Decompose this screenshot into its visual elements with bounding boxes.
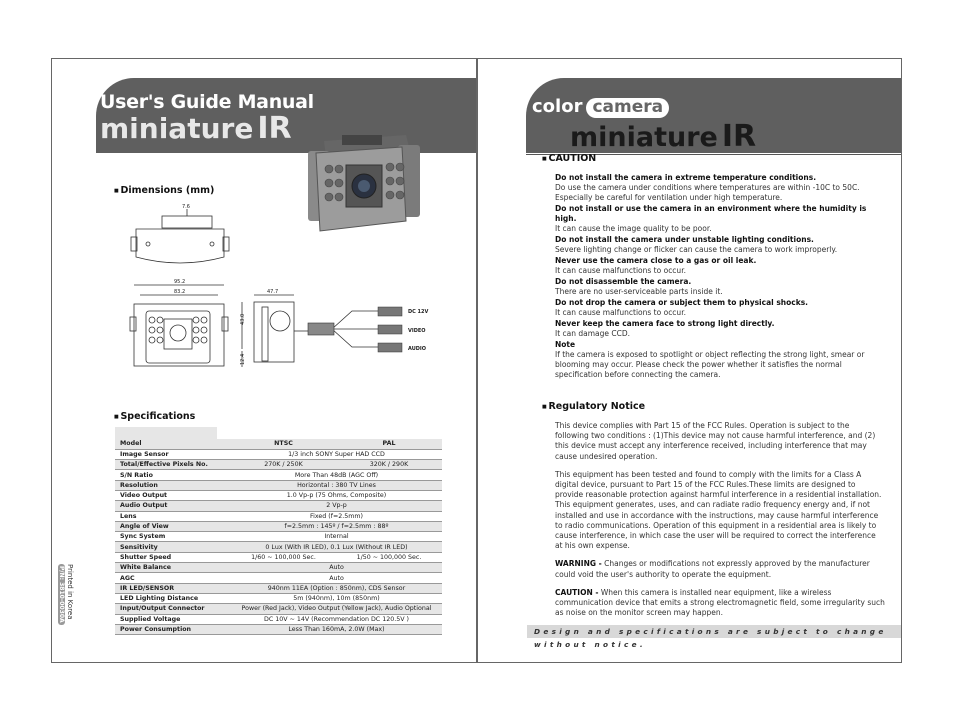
regulatory-notice	[555, 421, 885, 626]
spec-row: Image Sensor 1/3 inch SONY Super HAD CCD	[115, 449, 442, 459]
svg-text:7.6: 7.6	[182, 204, 190, 210]
specifications-table	[115, 439, 442, 635]
caution-title: ■ CAUTION	[542, 153, 596, 164]
caution-item: Never use the camera close to a gas or oil leak. It can cause malfunctions to occur.	[555, 256, 757, 275]
spec-row: Angle of View f=2.5mm : 145º / f=2.5mm : 88º	[115, 521, 442, 531]
spec-row: Sensitivity 0 Lux (With IR LED), 0.1 Lux (Without IR LED)	[115, 542, 442, 552]
svg-text:43.0: 43.0	[240, 313, 246, 325]
svg-text:VIDEO: VIDEO	[408, 328, 426, 334]
caution-item: Do not install or use the camera in an environment where the humidity is high. It can cause the image quality to be poor.	[555, 204, 867, 233]
specifications-title: ■ Specifications	[114, 411, 195, 422]
svg-text:12.4: 12.4	[240, 353, 246, 365]
caution-item: Do not drop the camera or subject them to physical shocks. It can cause malfunctions to occur.	[555, 298, 809, 317]
spec-row: White Balance Auto	[115, 563, 442, 573]
spec-row: AGC Auto	[115, 573, 442, 583]
spec-row: Power Consumption Less Than 160mA, 2.0W (Max)	[115, 624, 442, 634]
spec-row: Lens Fixed (f=2.5mm)	[115, 511, 442, 521]
svg-text:47.7: 47.7	[267, 289, 279, 295]
spec-row: Resolution Horizontal : 380 TV Lines	[115, 480, 442, 490]
spec-row: Audio Output 2 Vp-p	[115, 501, 442, 511]
spec-row: LED Lighting Distance 5m (940nm), 10m (850nm)	[115, 593, 442, 603]
camera-pill: camera	[586, 98, 669, 118]
svg-text:83.2: 83.2	[174, 289, 186, 295]
color-camera-title: color camera	[532, 96, 669, 118]
spec-row: Total/Effective Pixels No. 270K / 250K 320K / 290K	[115, 460, 442, 470]
svg-text:AUDIO: AUDIO	[408, 346, 427, 352]
svg-text:DC 12V: DC 12V	[408, 309, 429, 315]
reg-paragraph-2: This equipment has been tested and found to comply with the limits for a Class A digital device, pursuant to Part 15 of the FCC Rules.These limits are designed to provide reasonable protection against harmful interference in a residential installation. This equipment generates, uses, and can radiate radio frequency energy and, if not installed and use in accordance with the instructions, may cause harmful interference to radio communications. Operation of this equipment in a residential area is likely to cause interference, in which case the user will be required to correct the interference at his own expense.	[555, 469, 882, 551]
spec-row: IR LED/SENSOR 940nm 11EA (Option : 850nm), CDS Sensor	[115, 583, 442, 593]
dimensions-title: ■ Dimensions (mm)	[114, 185, 214, 196]
caution-list	[555, 173, 885, 381]
reg-paragraph-1: This device complies with Part 15 of the FCC Rules. Operation is subject to the following two conditions : (1)This device may not cause harmful interference, and (2) this device must accept any interference received, including interference that may cause undesired operation.	[555, 421, 876, 461]
part-number: P/N: 3810-0030A	[58, 566, 65, 623]
print-info	[58, 564, 76, 644]
caution-item: Do not disassemble the camera. There are no user-serviceable parts inside it.	[555, 277, 723, 296]
caution-item: Do not install the camera in extreme temperature conditions. Do use the camera under conditions where temperatures are within -10C to 50C. Especially be careful for ventilation under high temperature.	[555, 173, 860, 202]
caution-item: Note If the camera is exposed to spotlight or object reflecting the strong light, smear or blooming may occur. Please check the power whether it satisfies the normal specification before connecting the camera.	[555, 340, 865, 379]
spec-row: S/N Ratio More Than 48dB (AGC Off)	[115, 470, 442, 480]
caution-item: Never keep the camera face to strong light directly. It can damage CCD.	[555, 319, 775, 338]
printed-in-korea: Printed in Korea	[66, 564, 74, 620]
spec-row: Sync System Internal	[115, 532, 442, 542]
spec-header-row: Model NTSC PAL	[115, 439, 442, 449]
caution-paragraph: CAUTION - When this camera is installed near equipment, like a wireless communication device that emits a strong electromagnetic field, some irregularity such as noise on the monitor screen may happen.	[555, 587, 885, 618]
left-page	[51, 58, 477, 663]
right-page	[477, 58, 902, 663]
spec-row: Input/Output Connector Power (Red Jack), Video Output (Yellow Jack), Audio Optional	[115, 604, 442, 614]
caution-item: Do not install the camera under unstable lighting conditions. Severe lighting change or flicker can cause the camera to work improperly.	[555, 235, 838, 254]
regulatory-title: ■ Regulatory Notice	[542, 401, 645, 412]
footer-note: Design and specifications are subject to change without notice.	[527, 625, 902, 638]
spec-row: Shutter Speed 1/60 ~ 100,000 Sec. 1/50 ~ 100,000 Sec.	[115, 552, 442, 562]
manual-title: User's Guide Manual	[100, 91, 314, 113]
warning-paragraph: WARNING - Changes or modifications not expressly approved by the manufacturer could void the user's authority to operate the equipment.	[555, 559, 870, 579]
svg-text:95.2: 95.2	[174, 279, 186, 285]
miniature-ir-logo-dark: miniature IR	[570, 119, 757, 154]
dimension-drawing	[122, 199, 442, 389]
spec-row: Supplied Voltage DC 10V ~ 14V (Recommendation DC 120.5V )	[115, 614, 442, 624]
spec-row: Video Output 1.0 Vp-p (75 Ohms, Composite)	[115, 490, 442, 500]
miniature-ir-logo: miniature IR	[100, 111, 292, 146]
